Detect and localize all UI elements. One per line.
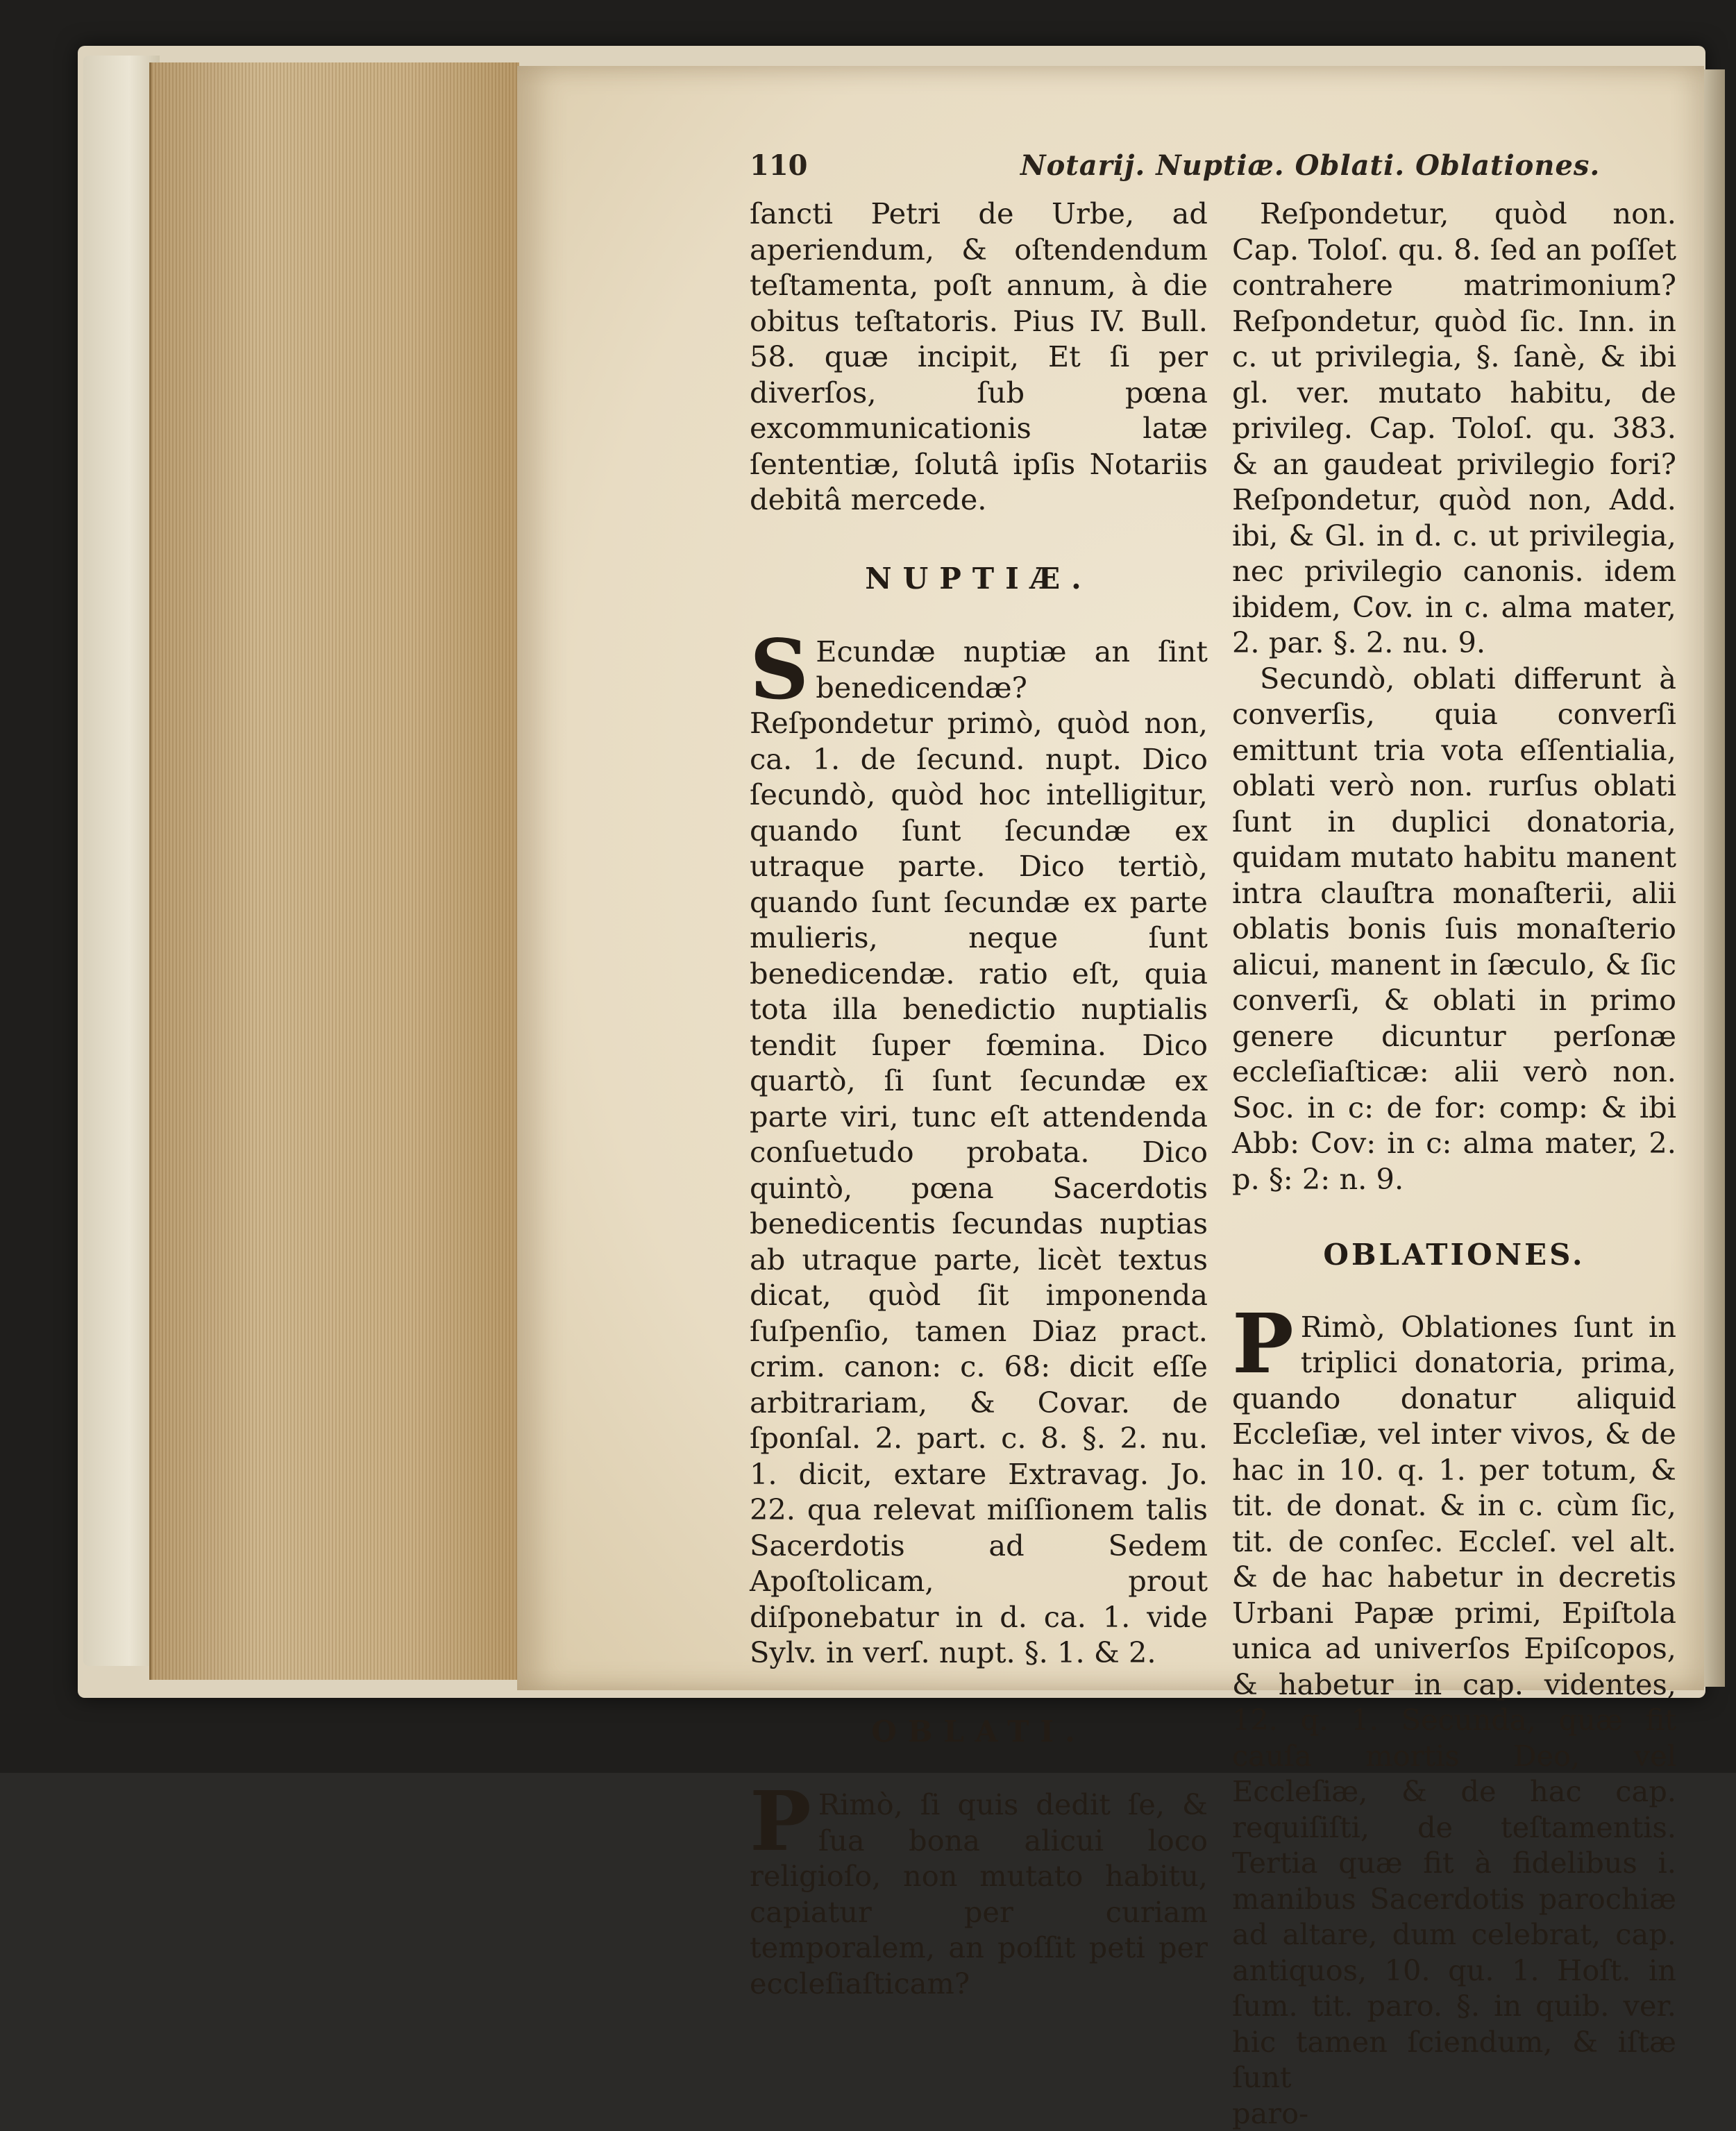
drop-cap: P xyxy=(1232,1312,1294,1376)
catchword: paro- xyxy=(1232,2096,1676,2131)
right-board xyxy=(1704,69,1725,1687)
drop-cap: S xyxy=(750,638,809,702)
paragraph-text: Rimò, ſi quis dedit ſe, & ſua bona alicui loco religioſo, non mutato habitu, capiatur per curiam temporalem, an poſſit peti per eccleſiaſticam? xyxy=(750,1787,1208,2001)
section-heading: OBLATIONES. xyxy=(1232,1237,1676,1273)
running-title: Notarij. Nuptiæ. Oblati. Oblationes. xyxy=(1020,149,1600,182)
right-column xyxy=(1232,196,1676,2131)
left-column xyxy=(750,196,1208,2001)
paragraph: Secundò, oblati differunt à converſis, quia converſi emittunt tria vota eſſentialia, oblati verò non. rurſus oblati ſunt in duplici donatoria, quidam mutato habitu manent intra clauſtra monaſterii, alii oblatis bonis ſuis monaſterio alicui, manent in ſæculo, & ſic converſi, & oblati in primo genere dicuntur perſonæ eccleſiaſticæ: alii verò non. Soc. in c: de for: comp: & ibi Abb: Cov: in c: alma mater, 2. p. §: 2: n. 9. xyxy=(1232,661,1676,1197)
paragraph-text: Rimò, Oblationes ſunt in triplici donatoria, prima, quando donatur aliquid Eccleſiæ, vel inter vivos, & de hac in 10. q. 1. per totum, & tit. de donat. & in c. cùm ſic, tit. de conſec. Eccleſ. vel alt. & de hac habetur in decretis Urbani Papæ primi, Epiſtola unica ad univerſos Epiſcopos, & habetur in cap. videntes, 12. q. 1. Secunda, quæ fit cauſa mortis Deo, vel Eccleſiæ, & de hac cap. requiſiſti, de teſtamentis. Tertia quæ fit à fidelibus i. manibus Sacerdotis parochiæ ad altare, dum celebrat, cap. antiquos, 10. qu. 1. Hoſt. in ſum. tit. paro. §. in quib. ver. hic tamen ſciendum, & iſtæ ſunt xyxy=(1232,1310,1676,2095)
paragraph: Reſpondetur, quòd non. Cap. Toloſ. qu. 8. ſed an poſſet contrahere matrimonium? Reſpondetur, quòd ſic. Inn. in c. ut privilegia, §. ſanè, & ibi gl. ver. mutato habitu, de privileg. Cap. Toloſ. qu. 383. & an gaudeat privilegio fori? Reſpondetur, quòd non, Add. ibi, & Gl. in d. c. ut privilegia, nec privilegio canonis. idem ibidem, Cov. in c. alma mater, 2. par. §. 2. nu. 9. xyxy=(1232,196,1676,661)
paragraph-text: Ecundæ nuptiæ an ſint benedicendæ? Reſpondetur primò, quòd non, ca. 1. de ſecund. nupt. Dico ſecundò, quòd hoc intelligitur, quando ſunt ſecundæ ex utraque parte. Dico tertiò, quando ſunt ſecundæ ex parte mulieris, neque ſunt benedicendæ. ratio eſt, quia tota illa benedictio nuptialis tendit ſuper fœmina. Dico quartò, ſi ſunt ſecundæ ex parte viri, tunc eſt attendenda conſuetudo probata. Dico quintò, pœna Sacerdotis benedicentis ſecundas nuptias ab utraque parte, licèt textus dicat, quòd ſit imponenda ſuſpenſio, tamen Diaz pract. crim. canon: c. 68: dicit eſſe arbitrariam, & Covar. de ſponſal. 2. part. c. 8. §. 2. nu. 1. dicit, extare Extravag. Jo. 22. qua relevat miſſionem talis Sacerdotis ad Sedem Apoſtolicam, prout diſponebatur in d. ca. 1. vide Sylv. in verſ. nupt. §. 1. & 2. xyxy=(750,634,1208,1669)
paragraph xyxy=(1232,1309,1676,2096)
paragraph: ſancti Petri de Urbe, ad aperiendum, & oſtendendum teſtamenta, poſt annum, à die obitus teſtatoris. Pius IV. Bull. 58. quæ incipit, Et ſi per diverſos, ſub pœna excommunicationis latæ ſententiæ, ſolutâ ipſis Notariis debitâ mercede. xyxy=(750,196,1208,518)
paragraph xyxy=(750,1787,1208,2001)
drop-cap: P xyxy=(750,1789,811,1853)
page-block-edges xyxy=(149,62,519,1680)
page-header xyxy=(750,149,1701,191)
section-heading: OBLATI. xyxy=(750,1714,1208,1750)
left-board xyxy=(83,56,160,1666)
page-number: 110 xyxy=(750,149,808,182)
section-heading: NUPTIÆ. xyxy=(750,561,1208,597)
paragraph xyxy=(750,634,1208,1671)
